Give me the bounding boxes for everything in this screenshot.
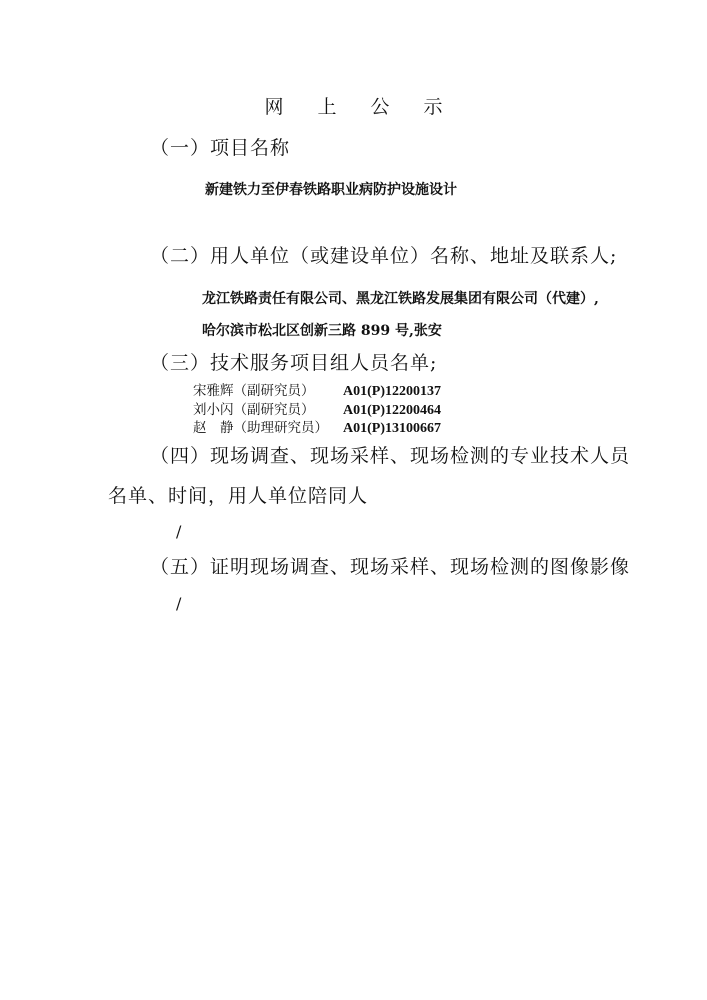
member-name: 赵 静（助理研究员） — [193, 420, 328, 436]
section1-heading: （一）项目名称 — [150, 137, 291, 159]
employer-name: 龙江铁路责任有限公司、黑龙江铁路发展集团有限公司（代建）, — [202, 291, 599, 307]
member-code: A01(P)12200137 — [343, 384, 441, 399]
member-name: 宋雅辉（副研究员） — [193, 383, 315, 399]
team-member-row — [193, 379, 441, 400]
section4-heading-continued: 名单、时间，用人单位陪同人 — [108, 485, 369, 507]
project-name: 新建铁力至伊春铁路职业病防护设施设计 — [205, 182, 457, 198]
section3-heading: （三）技术服务项目组人员名单; — [150, 352, 438, 374]
team-member-row — [193, 416, 441, 437]
member-name: 刘小闪（副研究员） — [193, 402, 315, 418]
member-code: A01(P)12200464 — [343, 403, 441, 418]
section4-content: / — [176, 522, 182, 541]
section4-heading: （四）现场调查、现场采样、现场检测的专业技术人员 — [150, 445, 631, 467]
employer-address-contact: 哈尔滨市松北区创新三路 899 号,张安 — [202, 323, 442, 339]
section2-heading: （二）用人单位（或建设单位）名称、地址及联系人; — [150, 245, 618, 267]
section5-heading: （五）证明现场调查、现场采样、现场检测的图像影像 — [150, 556, 631, 578]
section5-content: / — [176, 594, 182, 613]
member-code: A01(P)13100667 — [343, 421, 441, 436]
page-title: 网 上 公 示 — [264, 96, 457, 118]
